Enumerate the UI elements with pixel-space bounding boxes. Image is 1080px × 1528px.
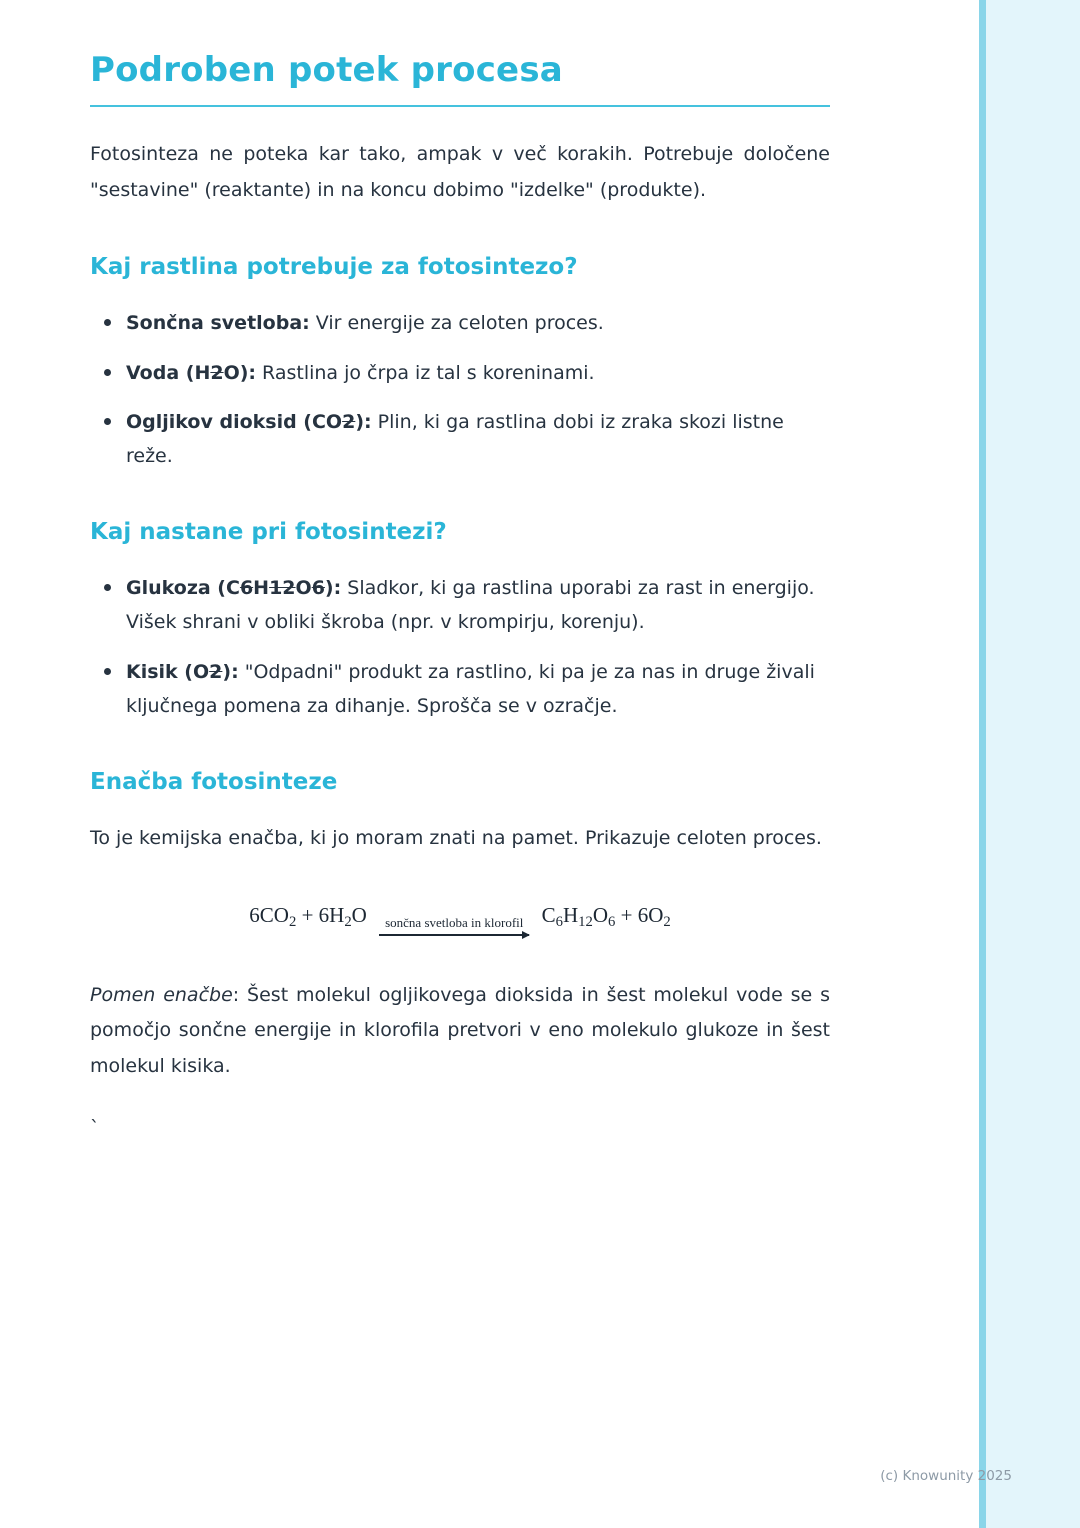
stray-backtick: ` — [90, 1116, 100, 1139]
page-title: Podroben potek procesa — [90, 50, 563, 90]
bullet-dot — [104, 319, 111, 326]
bullet-dot — [104, 584, 111, 591]
reaction-arrow — [379, 915, 529, 936]
section-heading-products: Kaj nastane pri fotosintezi? — [90, 519, 447, 546]
list-item-text: Sončna svetloba: Vir energije za celoten proces. — [126, 312, 604, 335]
list-item-text: Kisik (O2): "Odpadni" produkt za rastlino, ki pa je za nas in druge živali ključnega pomena za dihanje. Sprošča se v ozračje. — [126, 660, 815, 717]
reaction-arrow-line — [379, 934, 529, 936]
list-item — [104, 571, 830, 639]
reaction-arrow-label: sončna svetloba in klorofil — [385, 914, 524, 930]
section-heading-requirements: Kaj rastlina potrebuje za fotosintezo? — [90, 254, 578, 281]
equation-meaning-paragraph: Pomen enačbe: Šest molekul ogljikovega dioksida in šest molekul vode se s pomočjo sončne energije in klorofila pretvori v eno molekulo glukoze in šest molekul kisika. — [90, 983, 830, 1078]
list-item — [104, 405, 830, 473]
bullet-dot — [104, 418, 111, 425]
list-item-text: Glukoza (C6H12O6): Sladkor, ki ga rastlina uporabi za rast in energijo. Višek shrani v obliki škroba (npr. v krompirju, korenju). — [126, 577, 815, 634]
list-item-text: Voda (H2O): Rastlina jo črpa iz tal s koreninami. — [126, 361, 595, 384]
requirements-list — [90, 306, 830, 473]
intro-paragraph: Fotosinteza ne poteka kar tako, ampak v več korakih. Potrebuje določene "sestavine" (reaktante) in na koncu dobimo "izdelke" (produkte). — [90, 143, 830, 201]
list-item — [104, 306, 830, 340]
products-list — [90, 571, 830, 723]
equation-lhs: 6CO2 + 6H2O — [249, 902, 373, 930]
chemical-equation — [90, 903, 830, 936]
bullet-dot — [104, 369, 111, 376]
equation-lead-paragraph: To je kemijska enačba, ki jo moram znati na pamet. Prikazuje celoten proces. — [90, 826, 822, 849]
list-item — [104, 655, 830, 723]
equation-rhs: C6H12O6 + 6O2 — [536, 902, 671, 930]
section-heading-equation: Enačba fotosinteze — [90, 768, 338, 795]
list-item-text: Ogljikov dioksid (CO2): Plin, ki ga rastlina dobi iz zraka skozi listne reže. — [126, 410, 784, 467]
copyright-credit: (c) Knowunity 2025 — [880, 1468, 1012, 1484]
bullet-dot — [104, 668, 111, 675]
list-item — [104, 356, 830, 390]
title-underline — [90, 105, 830, 107]
